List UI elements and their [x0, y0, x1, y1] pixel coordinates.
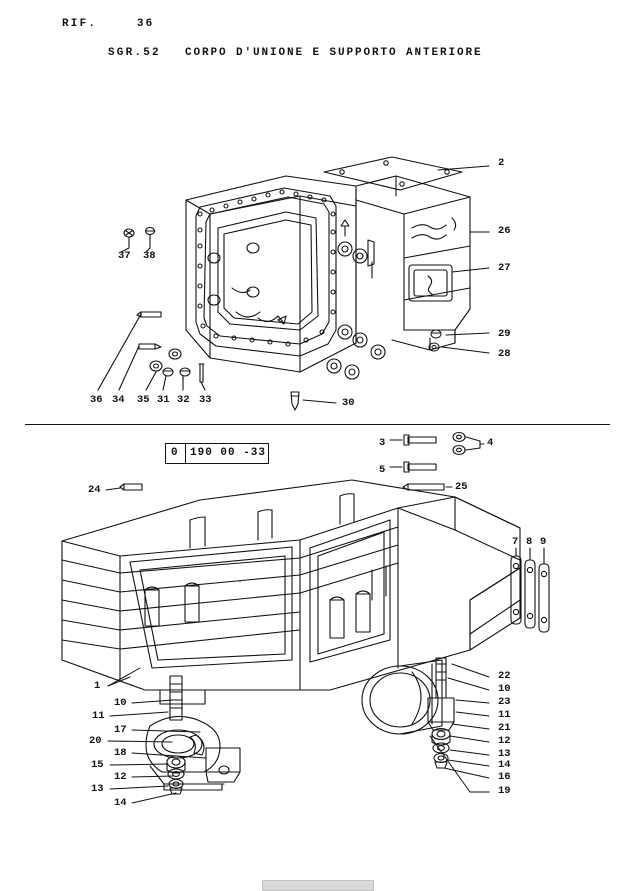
bell-housing-body: [186, 157, 470, 410]
callout-23: 23: [498, 696, 511, 708]
callout-12-left: 12: [114, 771, 127, 783]
callout-8: 8: [526, 536, 533, 548]
part-code-prefix: 0: [171, 447, 178, 459]
callout-19: 19: [498, 785, 511, 797]
footer-caption: [262, 880, 374, 891]
front-support-body: [62, 480, 520, 704]
callout-34: 34: [112, 394, 125, 406]
callout-3: 3: [379, 437, 386, 449]
callout-27: 27: [498, 262, 511, 274]
rif-label: RIF.: [62, 18, 98, 30]
callout-24: 24: [88, 484, 101, 496]
callout-36: 36: [90, 394, 103, 406]
callout-30: 30: [342, 397, 355, 409]
part-code-number: 190 00 -33: [190, 447, 267, 459]
callout-13-left: 13: [91, 783, 104, 795]
callout-7: 7: [512, 536, 519, 548]
callout-11-left: 11: [92, 710, 105, 722]
callout-13-right: 13: [498, 748, 511, 760]
callout-11-right: 11: [498, 709, 511, 721]
callout-18: 18: [114, 747, 127, 759]
hardware-37-38: [121, 228, 155, 253]
hardware-lower-left: [98, 312, 205, 390]
callout-1: 1: [94, 680, 101, 692]
rif-value: 36: [136, 18, 155, 30]
page-title: CORPO D'UNIONE E SUPPORTO ANTERIORE: [185, 47, 483, 59]
sgr-label: SGR.52: [108, 47, 161, 59]
callout-22: 22: [498, 670, 511, 682]
callout-2: 2: [498, 157, 505, 169]
callout-10-right: 10: [498, 683, 511, 695]
callout-10-left: 10: [114, 697, 127, 709]
callout-37: 37: [118, 250, 131, 262]
right-bearing-assembly: [362, 658, 454, 768]
callout-25: 25: [455, 481, 468, 493]
callout-21: 21: [498, 722, 511, 734]
callout-28: 28: [498, 348, 511, 360]
callout-16: 16: [498, 771, 511, 783]
callout-5: 5: [379, 464, 386, 476]
callout-14-right: 14: [498, 759, 511, 771]
callout-26: 26: [498, 225, 511, 237]
shims-7-8-9: [511, 548, 549, 632]
callout-29: 29: [498, 328, 511, 340]
callout-17: 17: [114, 724, 127, 736]
callout-35: 35: [137, 394, 150, 406]
callout-15: 15: [91, 759, 104, 771]
callout-14-left: 14: [114, 797, 127, 809]
callout-33: 33: [199, 394, 212, 406]
bolts-3-4-5: [390, 433, 484, 491]
callout-12-right: 12: [498, 735, 511, 747]
callout-9: 9: [540, 536, 547, 548]
callout-4: 4: [487, 437, 494, 449]
callout-31: 31: [157, 394, 170, 406]
pin-24: [106, 484, 142, 490]
callout-20: 20: [89, 735, 102, 747]
callout-38: 38: [143, 250, 156, 262]
callout-32: 32: [177, 394, 190, 406]
